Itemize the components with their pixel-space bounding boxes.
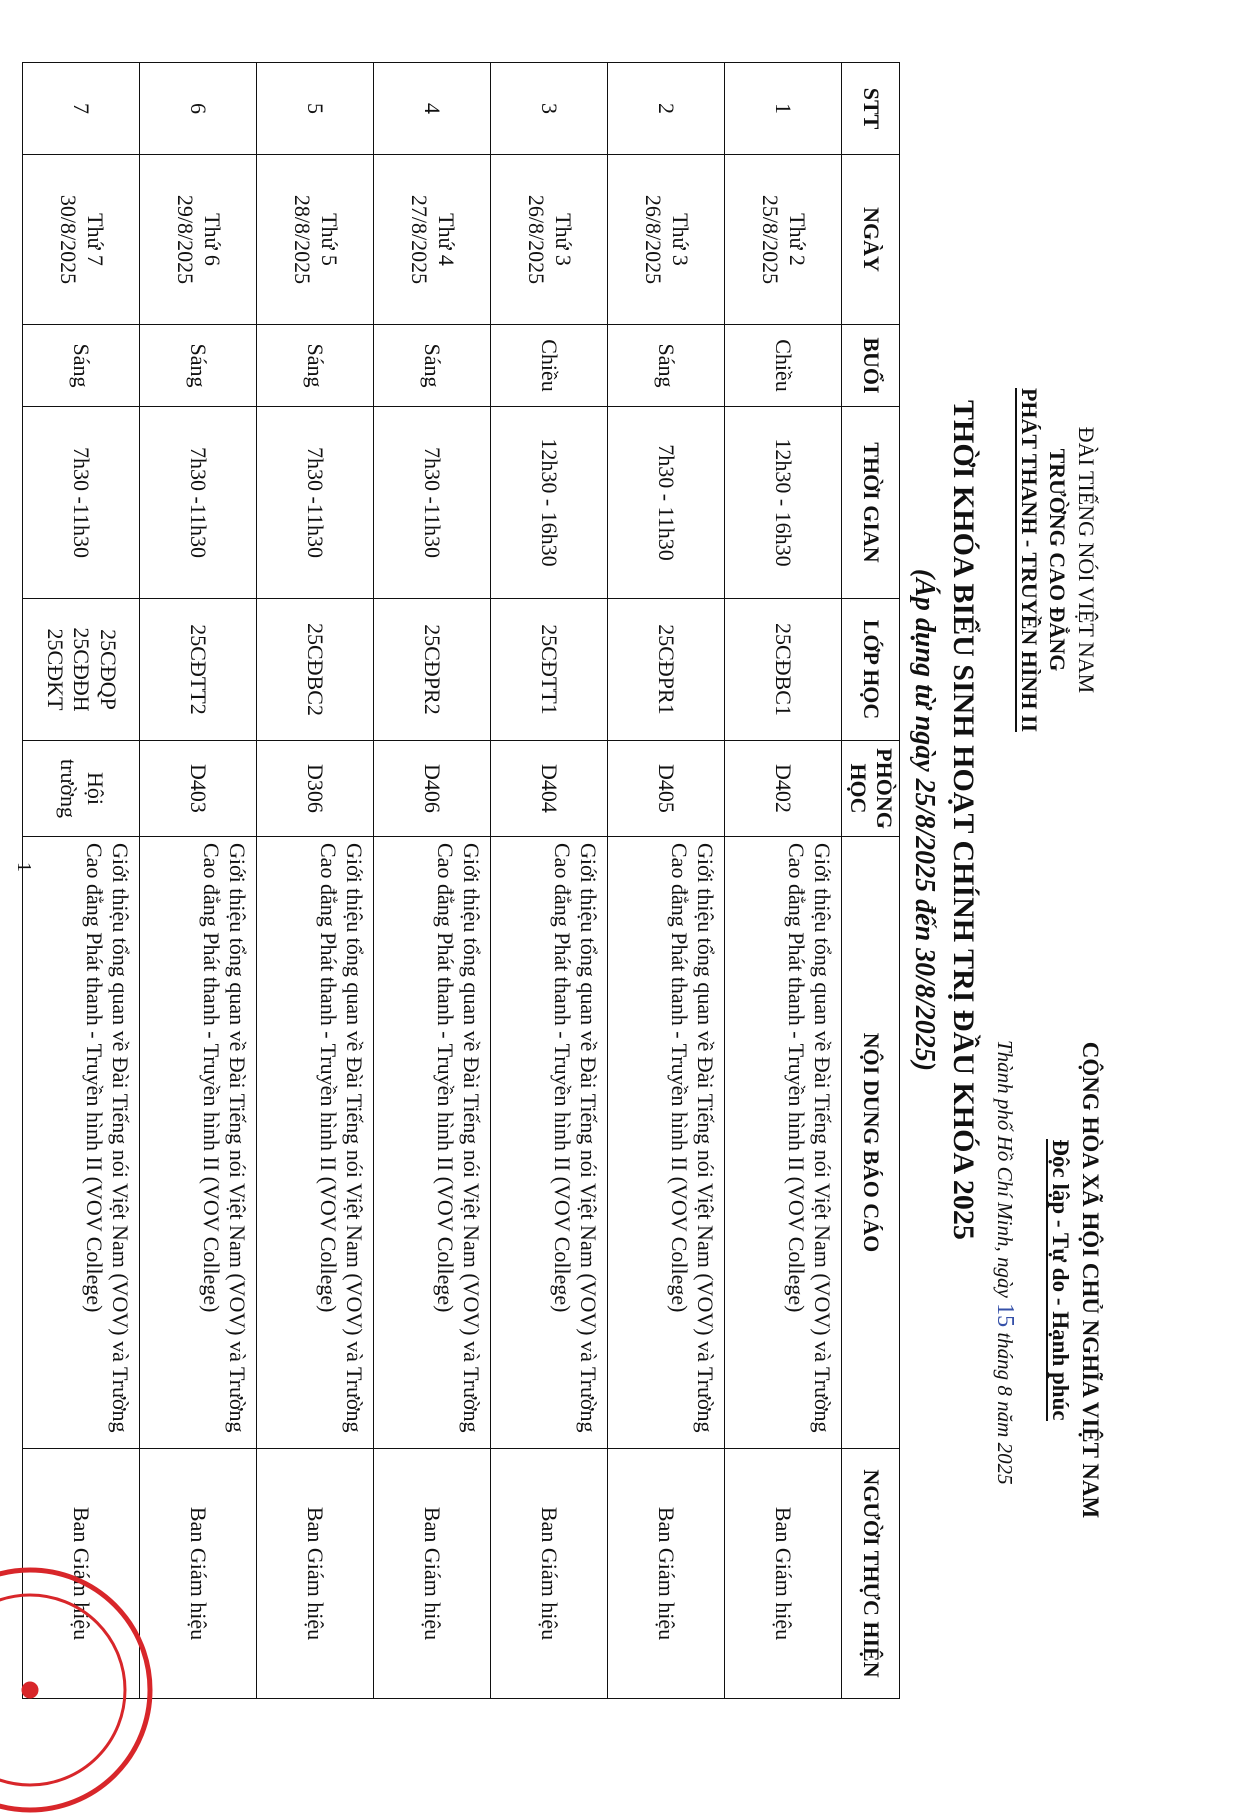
table-row	[608, 63, 725, 1699]
cell-date-value: 28/8/2025	[290, 194, 316, 285]
red-seal	[0, 1560, 160, 1820]
cell-classes	[491, 599, 608, 741]
header-content: NỘI DUNG BÁO CÁO	[842, 837, 900, 1449]
cell-presenter: Ban Giám hiệu	[491, 1449, 608, 1699]
cell-weekday: Thứ 6	[199, 213, 225, 266]
cell-weekday: Thứ 4	[433, 213, 459, 266]
place-date	[991, 1040, 1018, 1740]
cell-date-value: 25/8/2025	[758, 194, 784, 285]
cell-classes	[257, 599, 374, 741]
cell-date	[491, 155, 608, 325]
cell-room: D306	[257, 741, 374, 837]
cell-stt: 6	[140, 63, 257, 155]
cell-session: Chiều	[725, 325, 842, 407]
class-code: 25CĐTT2	[186, 624, 212, 715]
cell-classes	[725, 599, 842, 741]
cell-session: Chiều	[491, 325, 608, 407]
table-row	[725, 63, 842, 1699]
cell-content: Giới thiệu tổng quan về Đài Tiếng nói Việt Nam (VOV) và Trường Cao đẳng Phát thanh - Truyền hình II (VOV College)	[491, 837, 608, 1449]
cell-content: Giới thiệu tổng quan về Đài Tiếng nói Việt Nam (VOV) và Trường Cao đẳng Phát thanh - Truyền hình II (VOV College)	[23, 837, 140, 1449]
cell-date	[140, 155, 257, 325]
cell-time: 7h30 -11h30	[23, 407, 140, 599]
cell-session: Sáng	[140, 325, 257, 407]
cell-room: D402	[725, 741, 842, 837]
cell-presenter: Ban Giám hiệu	[140, 1449, 257, 1699]
table-row	[374, 63, 491, 1699]
table-header-row	[842, 63, 900, 1699]
cell-time: 12h30 - 16h30	[491, 407, 608, 599]
issuing-organization	[1014, 300, 1100, 820]
cell-time: 7h30 - 11h30	[608, 407, 725, 599]
cell-stt: 1	[725, 63, 842, 155]
cell-stt: 2	[608, 63, 725, 155]
schedule-body	[23, 63, 842, 1699]
page-number: 1	[13, 862, 35, 872]
cell-session: Sáng	[374, 325, 491, 407]
cell-date-value: 29/8/2025	[173, 194, 199, 285]
cell-weekday: Thứ 7	[82, 213, 108, 266]
cell-stt: 5	[257, 63, 374, 155]
cell-stt: 3	[491, 63, 608, 155]
header-class: LỚP HỌC	[842, 599, 900, 741]
cell-weekday: Thứ 3	[667, 213, 693, 266]
cell-content: Giới thiệu tổng quan về Đài Tiếng nói Việt Nam (VOV) và Trường Cao đẳng Phát thanh - Truyền hình II (VOV College)	[374, 837, 491, 1449]
cell-date-value: 30/8/2025	[56, 194, 82, 285]
header-presenter: NGƯỜI THỰC HIỆN	[842, 1449, 900, 1699]
school-name-line2: PHÁT THANH - TRUYỀN HÌNH II	[1016, 387, 1042, 733]
cell-time: 7h30 -11h30	[374, 407, 491, 599]
national-title: CỘNG HÒA XÃ HỘI CHỦ NGHĨA VIỆT NAM	[1078, 1041, 1103, 1519]
cell-weekday: Thứ 3	[550, 213, 576, 266]
cell-date	[23, 155, 140, 325]
class-code: 25CĐTT1	[537, 624, 563, 715]
cell-room: D406	[374, 741, 491, 837]
cell-session: Sáng	[608, 325, 725, 407]
table-row	[23, 63, 140, 1699]
cell-presenter: Ban Giám hiệu	[374, 1449, 491, 1699]
cell-time: 12h30 - 16h30	[725, 407, 842, 599]
cell-session: Sáng	[23, 325, 140, 407]
place-date-suffix: tháng 8 năm 2025	[993, 1332, 1017, 1485]
cell-presenter: Ban Giám hiệu	[725, 1449, 842, 1699]
class-code: 25CĐKT	[43, 628, 69, 711]
cell-presenter: Ban Giám hiệu	[23, 1449, 140, 1699]
cell-room: D405	[608, 741, 725, 837]
cell-classes	[374, 599, 491, 741]
header-room: PHÒNG HỌC	[842, 741, 900, 837]
cell-date-value: 26/8/2025	[524, 194, 550, 285]
cell-time: 7h30 -11h30	[257, 407, 374, 599]
class-code: 25CĐQP	[95, 629, 121, 710]
cell-stt: 4	[374, 63, 491, 155]
cell-room: D403	[140, 741, 257, 837]
cell-date	[608, 155, 725, 325]
table-row	[491, 63, 608, 1699]
class-code: 25CĐPR2	[420, 624, 446, 715]
class-code: 25CĐBC1	[771, 623, 797, 716]
cell-date-value: 27/8/2025	[407, 194, 433, 285]
cell-content: Giới thiệu tổng quan về Đài Tiếng nói Việt Nam (VOV) và Trường Cao đẳng Phát thanh - Truyền hình II (VOV College)	[257, 837, 374, 1449]
cell-classes	[140, 599, 257, 741]
table-row	[257, 63, 374, 1699]
header-time: THỜI GIAN	[842, 407, 900, 599]
cell-classes	[23, 599, 140, 741]
place-date-prefix: Thành phố Hồ Chí Minh, ngày	[993, 1040, 1017, 1298]
cell-date	[257, 155, 374, 325]
cell-presenter: Ban Giám hiệu	[257, 1449, 374, 1699]
cell-date	[374, 155, 491, 325]
cell-weekday: Thứ 2	[784, 213, 810, 266]
national-motto: Độc lập - Tự do - Hạnh phúc	[1048, 1139, 1074, 1421]
header-stt: STT	[842, 63, 900, 155]
cell-room: Hội trường	[23, 741, 140, 837]
cell-stt: 7	[23, 63, 140, 155]
cell-presenter: Ban Giám hiệu	[608, 1449, 725, 1699]
cell-content: Giới thiệu tổng quan về Đài Tiếng nói Việt Nam (VOV) và Trường Cao đẳng Phát thanh - Truyền hình II (VOV College)	[140, 837, 257, 1449]
class-code: 25CĐBC2	[303, 623, 329, 716]
class-code: 25CĐĐH	[69, 627, 95, 712]
header-date: NGÀY	[842, 155, 900, 325]
schedule-table	[22, 62, 900, 1699]
school-name-line1: TRƯỜNG CAO ĐẲNG	[1045, 448, 1071, 672]
header-session: BUỔI	[842, 325, 900, 407]
national-header	[1045, 930, 1105, 1630]
cell-date-value: 26/8/2025	[641, 194, 667, 285]
cell-classes	[608, 599, 725, 741]
cell-time: 7h30 -11h30	[140, 407, 257, 599]
cell-room: D404	[491, 741, 608, 837]
table-row	[140, 63, 257, 1699]
cell-date	[725, 155, 842, 325]
cell-session: Sáng	[257, 325, 374, 407]
document-title: THỜI KHÓA BIỂU SINH HOẠT CHÍNH TRỊ ĐẦU KHÓA 2025	[947, 400, 980, 1240]
class-code: 25CĐPR1	[654, 624, 680, 715]
place-date-day: 15	[992, 1303, 1018, 1328]
cell-content: Giới thiệu tổng quan về Đài Tiếng nói Việt Nam (VOV) và Trường Cao đẳng Phát thanh - Truyền hình II (VOV College)	[725, 837, 842, 1449]
cell-weekday: Thứ 5	[316, 213, 342, 266]
agency-name: ĐÀI TIẾNG NÓI VIỆT NAM	[1074, 426, 1099, 694]
cell-content: Giới thiệu tổng quan về Đài Tiếng nói Việt Nam (VOV) và Trường Cao đẳng Phát thanh - Truyền hình II (VOV College)	[608, 837, 725, 1449]
seal-inner-ring	[0, 1595, 125, 1785]
document-subtitle: (Áp dụng từ ngày 25/8/2025 đến 30/8/2025)	[909, 568, 940, 1072]
seal-center-star	[22, 1682, 38, 1698]
